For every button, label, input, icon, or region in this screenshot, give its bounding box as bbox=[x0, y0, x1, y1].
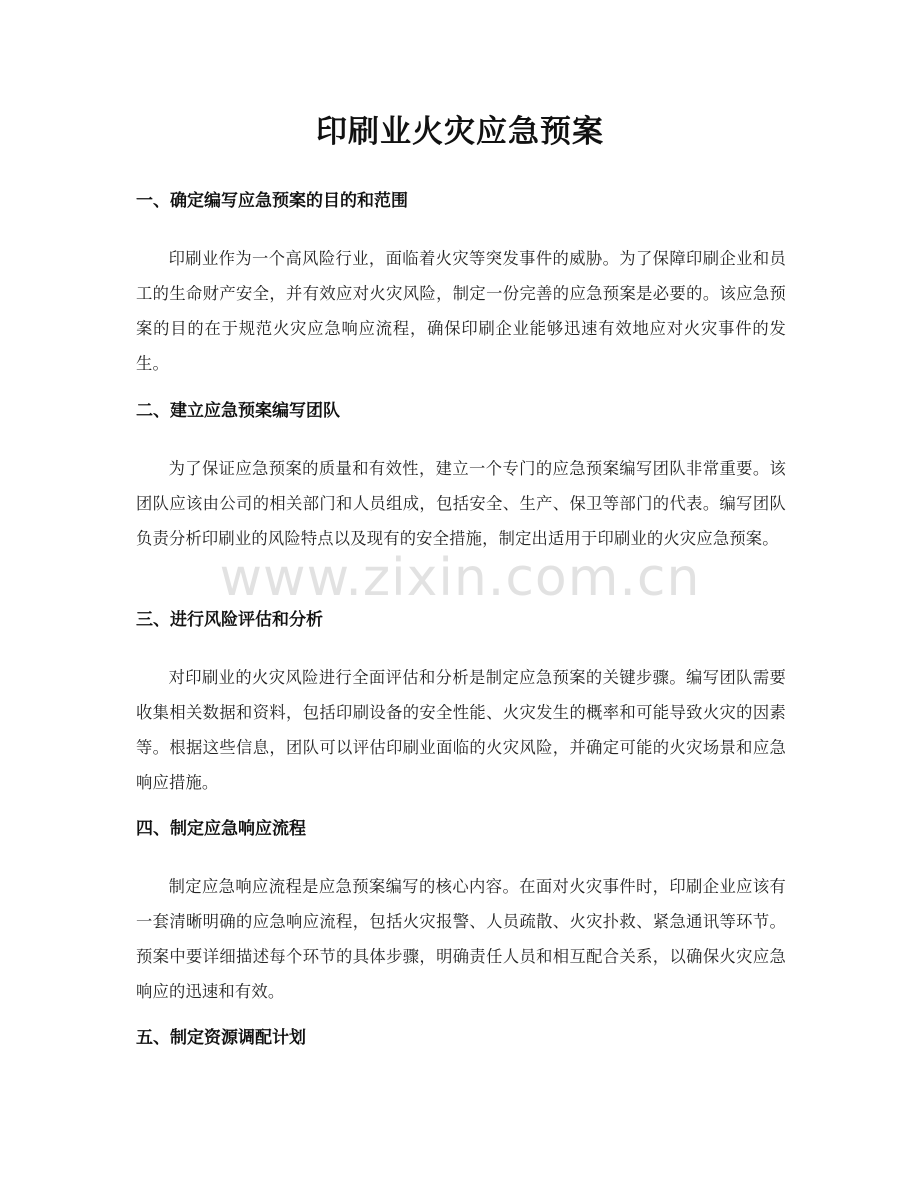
section-paragraph: 印刷业作为一个高风险行业，面临着火灾等突发事件的威胁。为了保障印刷企业和员工的生命财产安全，并有效应对火灾风险，制定一份完善的应急预案是必要的。该应急预案的目的在于规范火灾应急响应流程，确保印刷企业能够迅速有效地应对火灾事件的发生。 bbox=[136, 249, 786, 373]
watermark-text: www.zixin.com.cn bbox=[219, 548, 701, 608]
section-heading: 四、制定应急响应流程 bbox=[136, 819, 306, 839]
section-heading: 三、进行风险评估和分析 bbox=[136, 610, 323, 630]
document-title: 印刷业火灾应急预案 bbox=[316, 114, 604, 150]
section-paragraph: 对印刷业的火灾风险进行全面评估和分析是制定应急预案的关键步骤。编写团队需要收集相关数据和资料，包括印刷设备的安全性能、火灾发生的概率和可能导致火灾的因素等。根据这些信息，团队可以评估印刷业面临的火灾风险，并确定可能的火灾场景和应急响应措施。 bbox=[136, 668, 786, 792]
section-paragraph: 制定应急响应流程是应急预案编写的核心内容。在面对火灾事件时，印刷企业应该有一套清晰明确的应急响应流程，包括火灾报警、人员疏散、火灾扑救、紧急通讯等环节。预案中要详细描述每个环节的具体步骤，明确责任人员和相互配合关系，以确保火灾应急响应的迅速和有效。 bbox=[136, 877, 786, 1001]
section-2 bbox=[136, 400, 786, 556]
section-heading: 一、确定编写应急预案的目的和范围 bbox=[136, 191, 408, 211]
section-3 bbox=[136, 609, 786, 800]
section-5 bbox=[136, 1027, 786, 1049]
section-heading: 二、建立应急预案编写团队 bbox=[136, 401, 340, 421]
section-heading: 五、制定资源调配计划 bbox=[136, 1028, 306, 1048]
section-1 bbox=[136, 190, 786, 381]
section-4 bbox=[136, 818, 786, 1009]
section-paragraph: 为了保证应急预案的质量和有效性，建立一个专门的应急预案编写团队非常重要。该团队应该由公司的相关部门和人员组成，包括安全、生产、保卫等部门的代表。编写团队负责分析印刷业的风险特点以及现有的安全措施，制定出适用于印刷业的火灾应急预案。 bbox=[136, 459, 786, 548]
